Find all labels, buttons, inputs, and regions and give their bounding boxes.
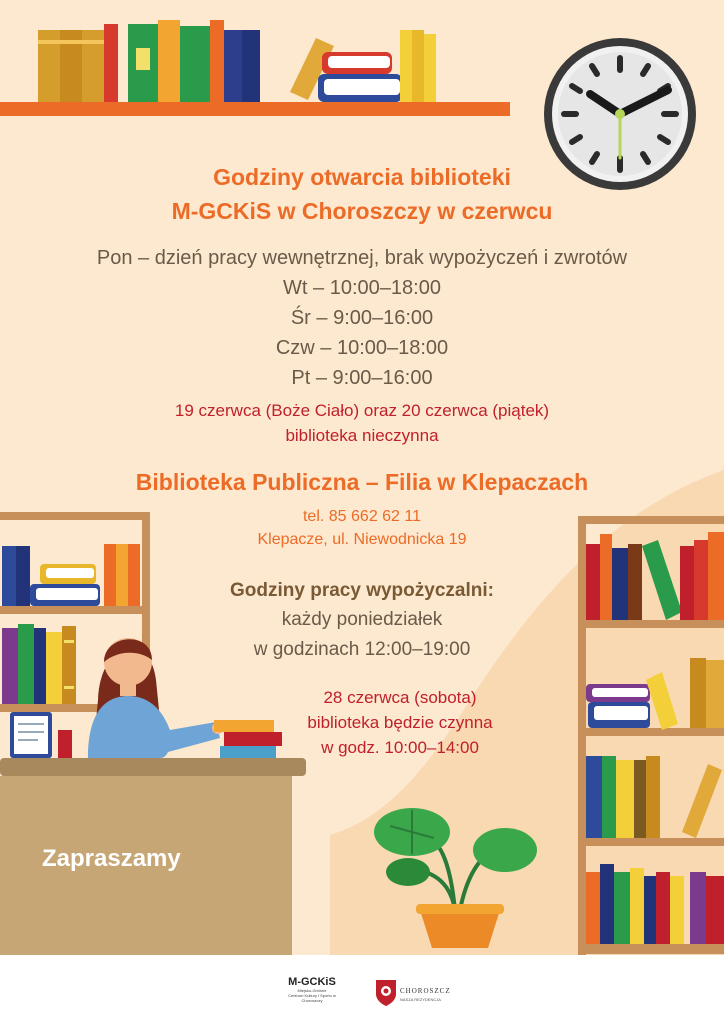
schedule-thursday: Czw – 10:00–18:00 [275, 337, 449, 359]
top-bookshelf-illustration [0, 20, 510, 116]
page-title [0, 160, 724, 228]
special-line-2: biblioteka będzie czynna [307, 713, 493, 732]
branch-hours-line-2: w godzinach 12:00–19:00 [253, 639, 471, 660]
mgckis-logo [284, 976, 340, 1003]
branch-address: Klepacze, ul. Niewodnicka 19 [257, 531, 467, 548]
mgckis-logo-sub-1: Miejsko-Gminne [297, 988, 327, 993]
special-line-1: 28 czerwca (sobota) [323, 688, 477, 707]
weekly-schedule [0, 243, 724, 393]
choroszcz-brand: CHOROSZCZ [400, 987, 451, 995]
closed-line-1: 19 czerwca (Boże Ciało) oraz 20 czerwca (piątek) [174, 401, 550, 420]
branch-hours-title: Godziny pracy wypożyczalni: [230, 580, 494, 601]
title-line-2: M-GCKiS w Choroszczy w czerwcu [171, 198, 553, 224]
special-opening-notice [110, 685, 690, 760]
schedule-friday: Pt – 9:00–16:00 [291, 367, 433, 389]
mgckis-logo-sub-2: Centrum Kultury i Sportu w Choroszczy [288, 993, 336, 1003]
closed-notice [0, 398, 724, 448]
branch-contact [50, 505, 674, 551]
invite-text: Zapraszamy [42, 845, 181, 872]
schedule-wednesday: Śr – 9:00–16:00 [290, 307, 434, 329]
choroszcz-tagline: NASZA REZYDENCJA [400, 997, 441, 1002]
coat-of-arms-icon [374, 978, 398, 1008]
title-line-1: Godziny otwarcia biblioteki [213, 164, 511, 190]
special-line-3: w godz. 10:00–14:00 [321, 738, 479, 757]
branch-phone: tel. 85 662 62 11 [302, 508, 422, 525]
schedule-tuesday: Wt – 10:00–18:00 [283, 277, 441, 299]
choroszcz-logo [374, 978, 464, 1010]
branch-hours-line-1: każdy poniedziałek [281, 609, 443, 630]
closed-line-2: biblioteka nieczynna [285, 426, 439, 445]
mgckis-logo-mark: M-GCKiS [288, 976, 336, 988]
branch-title: Biblioteka Publiczna – Filia w Klepaczach [135, 469, 589, 495]
schedule-monday: Pon – dzień pracy wewnętrznej, brak wypożyczeń i zwrotów [96, 247, 628, 269]
footer [0, 955, 724, 1024]
branch-hours [50, 605, 674, 665]
